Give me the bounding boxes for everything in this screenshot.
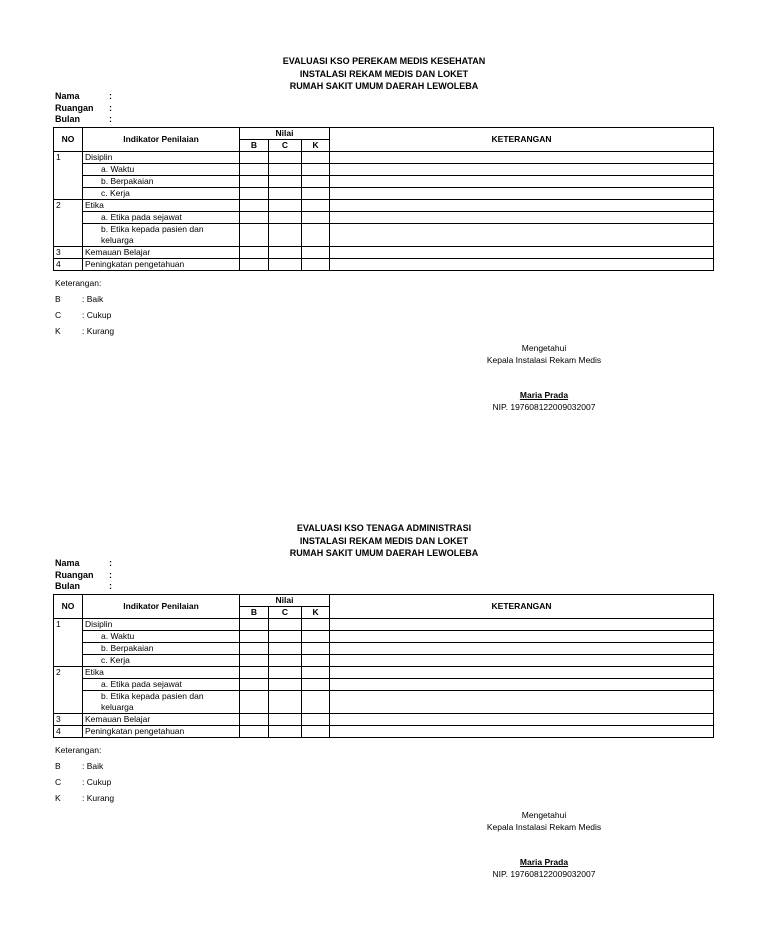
signatory-name: Maria Prada bbox=[519, 857, 569, 867]
table-row bbox=[54, 643, 714, 655]
title-line-3: RUMAH SAKIT UMUM DAERAH LEWOLEBA bbox=[289, 548, 479, 558]
row-no bbox=[54, 679, 83, 691]
row-indicator: Kemauan Belajar bbox=[83, 247, 240, 259]
signature-line1: Mengetahui bbox=[521, 810, 567, 820]
cell-k[interactable] bbox=[302, 176, 330, 188]
legend-item bbox=[55, 325, 114, 337]
legend-item bbox=[55, 309, 114, 321]
legend-heading: Keterangan: bbox=[55, 278, 102, 288]
cell-c[interactable] bbox=[269, 655, 302, 667]
cell-keterangan[interactable] bbox=[330, 212, 714, 224]
legend-key: K bbox=[55, 793, 61, 803]
cell-keterangan[interactable] bbox=[330, 726, 714, 738]
header-keterangan: KETERANGAN bbox=[330, 128, 714, 152]
legend-key: B bbox=[55, 761, 61, 771]
field-ruangan[interactable] bbox=[55, 103, 112, 115]
header-indikator: Indikator Penilaian bbox=[83, 128, 240, 152]
row-no bbox=[54, 655, 83, 667]
row-no bbox=[54, 631, 83, 643]
cell-k[interactable] bbox=[302, 643, 330, 655]
table-row bbox=[54, 655, 714, 667]
table-row bbox=[54, 619, 714, 631]
form-fields bbox=[55, 91, 112, 126]
signature-block bbox=[444, 809, 644, 880]
row-indicator: Etika bbox=[83, 667, 240, 679]
signature-line1: Mengetahui bbox=[521, 343, 567, 353]
cell-k[interactable] bbox=[302, 679, 330, 691]
row-indicator: a. Waktu bbox=[83, 164, 240, 176]
cell-c[interactable] bbox=[269, 667, 302, 679]
cell-keterangan[interactable] bbox=[330, 247, 714, 259]
legend-value: : Cukup bbox=[82, 310, 112, 320]
field-label: Nama bbox=[55, 91, 80, 101]
cell-keterangan[interactable] bbox=[330, 164, 714, 176]
field-colon: : bbox=[109, 569, 112, 580]
legend-item bbox=[55, 792, 114, 804]
cell-b[interactable] bbox=[240, 259, 269, 271]
table-row bbox=[54, 224, 714, 247]
table-row bbox=[54, 631, 714, 643]
legend-value: : Kurang bbox=[82, 793, 115, 803]
row-no bbox=[54, 188, 83, 200]
row-no: 4 bbox=[54, 726, 83, 738]
cell-k[interactable] bbox=[302, 224, 330, 247]
cell-c[interactable] bbox=[269, 200, 302, 212]
cell-keterangan[interactable] bbox=[330, 176, 714, 188]
header-no: NO bbox=[54, 128, 83, 152]
cell-c[interactable] bbox=[269, 259, 302, 271]
signatory-nip: NIP. 197608122009032007 bbox=[492, 869, 596, 879]
legend-value: : Baik bbox=[82, 294, 104, 304]
row-indicator: Peningkatan pengetahuan bbox=[83, 726, 240, 738]
row-no: 1 bbox=[54, 152, 83, 164]
cell-b[interactable] bbox=[240, 726, 269, 738]
cell-c[interactable] bbox=[269, 691, 302, 714]
row-no: 3 bbox=[54, 247, 83, 259]
cell-k[interactable] bbox=[302, 212, 330, 224]
table-row bbox=[54, 164, 714, 176]
row-indicator: b. Berpakaian bbox=[83, 176, 240, 188]
evaluation-table bbox=[53, 594, 714, 738]
header-nilai: Nilai bbox=[240, 595, 330, 607]
row-indicator: c. Kerja bbox=[83, 655, 240, 667]
table-row bbox=[54, 259, 714, 271]
table-row bbox=[54, 152, 714, 164]
cell-keterangan[interactable] bbox=[330, 655, 714, 667]
cell-keterangan[interactable] bbox=[330, 691, 714, 714]
row-no bbox=[54, 224, 83, 247]
signatory-name: Maria Prada bbox=[519, 390, 569, 400]
cell-b[interactable] bbox=[240, 667, 269, 679]
table-row bbox=[54, 714, 714, 726]
row-no bbox=[54, 212, 83, 224]
legend-item bbox=[55, 760, 114, 772]
field-label: Ruangan bbox=[55, 102, 94, 113]
form-title bbox=[0, 522, 768, 560]
cell-c[interactable] bbox=[269, 224, 302, 247]
cell-keterangan[interactable] bbox=[330, 714, 714, 726]
cell-c[interactable] bbox=[269, 714, 302, 726]
cell-k[interactable] bbox=[302, 667, 330, 679]
header-k: K bbox=[302, 140, 330, 152]
cell-b[interactable] bbox=[240, 619, 269, 631]
row-indicator: b. Etika kepada pasien dan keluarga bbox=[83, 691, 240, 714]
cell-k[interactable] bbox=[302, 619, 330, 631]
row-indicator: a. Etika pada sejawat bbox=[83, 679, 240, 691]
row-no bbox=[54, 691, 83, 714]
row-indicator: b. Berpakaian bbox=[83, 643, 240, 655]
cell-k[interactable] bbox=[302, 655, 330, 667]
row-indicator: Etika bbox=[83, 200, 240, 212]
cell-k[interactable] bbox=[302, 631, 330, 643]
field-colon: : bbox=[109, 91, 112, 101]
field-colon: : bbox=[109, 581, 112, 591]
cell-k[interactable] bbox=[302, 259, 330, 271]
row-no: 2 bbox=[54, 667, 83, 679]
title-line-1: EVALUASI KSO TENAGA ADMINISTRASI bbox=[296, 523, 472, 533]
header-indikator: Indikator Penilaian bbox=[83, 595, 240, 619]
row-no bbox=[54, 176, 83, 188]
cell-k[interactable] bbox=[302, 164, 330, 176]
cell-keterangan[interactable] bbox=[330, 643, 714, 655]
row-no: 3 bbox=[54, 714, 83, 726]
field-bulan[interactable] bbox=[55, 581, 112, 593]
title-line-2: INSTALASI REKAM MEDIS DAN LOKET bbox=[299, 535, 469, 546]
table-row bbox=[54, 200, 714, 212]
cell-keterangan[interactable] bbox=[330, 619, 714, 631]
cell-keterangan[interactable] bbox=[330, 259, 714, 271]
header-k: K bbox=[302, 607, 330, 619]
cell-keterangan[interactable] bbox=[330, 667, 714, 679]
field-label: Bulan bbox=[55, 114, 81, 124]
legend-key: C bbox=[55, 777, 62, 787]
row-no bbox=[54, 643, 83, 655]
cell-k[interactable] bbox=[302, 188, 330, 200]
header-b: B bbox=[240, 140, 269, 152]
cell-keterangan[interactable] bbox=[330, 200, 714, 212]
legend-item bbox=[55, 293, 114, 305]
field-colon: : bbox=[109, 114, 112, 124]
row-no: 2 bbox=[54, 200, 83, 212]
table-row bbox=[54, 212, 714, 224]
cell-b[interactable] bbox=[240, 200, 269, 212]
header-c: C bbox=[269, 607, 302, 619]
legend bbox=[55, 744, 114, 804]
table-row bbox=[54, 667, 714, 679]
legend-heading: Keterangan: bbox=[55, 745, 102, 755]
header-no: NO bbox=[54, 595, 83, 619]
evaluation-form-1 bbox=[0, 0, 768, 466]
cell-c[interactable] bbox=[269, 212, 302, 224]
cell-c[interactable] bbox=[269, 152, 302, 164]
field-nama[interactable] bbox=[55, 558, 112, 570]
cell-b[interactable] bbox=[240, 212, 269, 224]
cell-k[interactable] bbox=[302, 247, 330, 259]
form-fields bbox=[55, 558, 112, 593]
title-line-1: EVALUASI KSO PEREKAM MEDIS KESEHATAN bbox=[282, 56, 486, 66]
cell-b[interactable] bbox=[240, 176, 269, 188]
header-b: B bbox=[240, 607, 269, 619]
legend-key: B bbox=[55, 294, 61, 304]
cell-keterangan[interactable] bbox=[330, 679, 714, 691]
row-indicator: c. Kerja bbox=[83, 188, 240, 200]
field-nama[interactable] bbox=[55, 91, 112, 103]
table-row bbox=[54, 188, 714, 200]
cell-c[interactable] bbox=[269, 643, 302, 655]
field-bulan[interactable] bbox=[55, 114, 112, 126]
cell-b[interactable] bbox=[240, 679, 269, 691]
cell-b[interactable] bbox=[240, 714, 269, 726]
legend-value: : Cukup bbox=[82, 777, 112, 787]
legend-key: K bbox=[55, 326, 61, 336]
signature-block bbox=[444, 342, 644, 413]
row-indicator: b. Etika kepada pasien dan keluarga bbox=[83, 224, 240, 247]
row-no: 4 bbox=[54, 259, 83, 271]
cell-c[interactable] bbox=[269, 679, 302, 691]
cell-c[interactable] bbox=[269, 619, 302, 631]
row-indicator: a. Waktu bbox=[83, 631, 240, 643]
signature-line2: Kepala Instalasi Rekam Medis bbox=[486, 822, 602, 832]
legend-value: : Baik bbox=[82, 761, 104, 771]
evaluation-form-2 bbox=[0, 467, 768, 933]
row-no: 1 bbox=[54, 619, 83, 631]
cell-b[interactable] bbox=[240, 655, 269, 667]
cell-keterangan[interactable] bbox=[330, 224, 714, 247]
field-ruangan[interactable] bbox=[55, 570, 112, 582]
cell-keterangan[interactable] bbox=[330, 631, 714, 643]
cell-k[interactable] bbox=[302, 714, 330, 726]
row-indicator: Disiplin bbox=[83, 619, 240, 631]
field-colon: : bbox=[109, 558, 112, 568]
cell-b[interactable] bbox=[240, 224, 269, 247]
cell-k[interactable] bbox=[302, 691, 330, 714]
row-indicator: Kemauan Belajar bbox=[83, 714, 240, 726]
cell-c[interactable] bbox=[269, 164, 302, 176]
row-indicator: a. Etika pada sejawat bbox=[83, 212, 240, 224]
cell-b[interactable] bbox=[240, 631, 269, 643]
cell-keterangan[interactable] bbox=[330, 152, 714, 164]
signatory-nip: NIP. 197608122009032007 bbox=[492, 402, 596, 412]
cell-k[interactable] bbox=[302, 152, 330, 164]
signature-line2: Kepala Instalasi Rekam Medis bbox=[486, 355, 602, 365]
table-row bbox=[54, 691, 714, 714]
cell-b[interactable] bbox=[240, 164, 269, 176]
field-label: Nama bbox=[55, 558, 80, 568]
legend-value: : Kurang bbox=[82, 326, 115, 336]
field-colon: : bbox=[109, 102, 112, 113]
header-keterangan: KETERANGAN bbox=[330, 595, 714, 619]
form-title bbox=[0, 55, 768, 93]
cell-k[interactable] bbox=[302, 726, 330, 738]
legend-item bbox=[55, 776, 114, 788]
table-row bbox=[54, 726, 714, 738]
cell-b[interactable] bbox=[240, 152, 269, 164]
cell-b[interactable] bbox=[240, 691, 269, 714]
legend bbox=[55, 277, 114, 337]
cell-c[interactable] bbox=[269, 188, 302, 200]
table-row bbox=[54, 176, 714, 188]
evaluation-table bbox=[53, 127, 714, 271]
legend-key: C bbox=[55, 310, 62, 320]
cell-c[interactable] bbox=[269, 726, 302, 738]
header-nilai: Nilai bbox=[240, 128, 330, 140]
cell-b[interactable] bbox=[240, 247, 269, 259]
cell-c[interactable] bbox=[269, 631, 302, 643]
table-row bbox=[54, 679, 714, 691]
header-c: C bbox=[269, 140, 302, 152]
cell-keterangan[interactable] bbox=[330, 188, 714, 200]
cell-c[interactable] bbox=[269, 247, 302, 259]
field-label: Ruangan bbox=[55, 569, 94, 580]
row-no bbox=[54, 164, 83, 176]
table-row bbox=[54, 247, 714, 259]
title-line-3: RUMAH SAKIT UMUM DAERAH LEWOLEBA bbox=[289, 81, 479, 91]
cell-b[interactable] bbox=[240, 643, 269, 655]
row-indicator: Peningkatan pengetahuan bbox=[83, 259, 240, 271]
title-line-2: INSTALASI REKAM MEDIS DAN LOKET bbox=[299, 68, 469, 79]
cell-k[interactable] bbox=[302, 200, 330, 212]
row-indicator: Disiplin bbox=[83, 152, 240, 164]
cell-b[interactable] bbox=[240, 188, 269, 200]
cell-c[interactable] bbox=[269, 176, 302, 188]
field-label: Bulan bbox=[55, 581, 81, 591]
